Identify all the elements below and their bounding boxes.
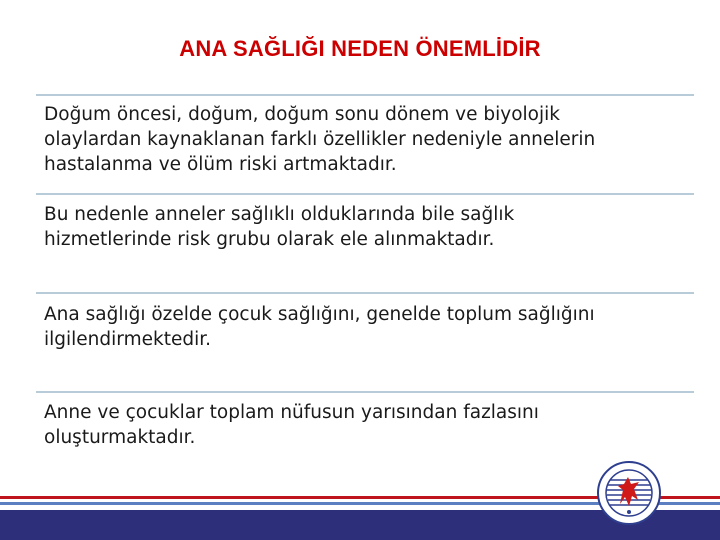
divider-rule [36, 292, 694, 294]
bullet-item: Doğum öncesi, doğum, doğum sonu dönem ve biyolojik olaylardan kaynaklanan farklı özellikler nedeniyle annelerin hastalanma ve ölüm riski artmaktadır. [44, 104, 596, 175]
bullet-item: Anne ve çocuklar toplam nüfusun yarısından fazlasını oluşturmaktadır. [44, 402, 539, 448]
bullet-item: Bu nedenle anneler sağlıklı olduklarında bile sağlık hizmetlerinde risk grubu olarak ele alınmaktadır. [44, 204, 515, 250]
university-emblem-icon [596, 460, 662, 526]
divider-rule [36, 193, 694, 195]
divider-rule [36, 94, 694, 96]
slide-title: ANA SAĞLIĞI NEDEN ÖNEMLİDİR [179, 36, 541, 61]
divider-rule [36, 391, 694, 393]
bullet-item: Ana sağlığı özelde çocuk sağlığını, genelde toplum sağlığını ilgilendirmektedir. [44, 304, 595, 350]
